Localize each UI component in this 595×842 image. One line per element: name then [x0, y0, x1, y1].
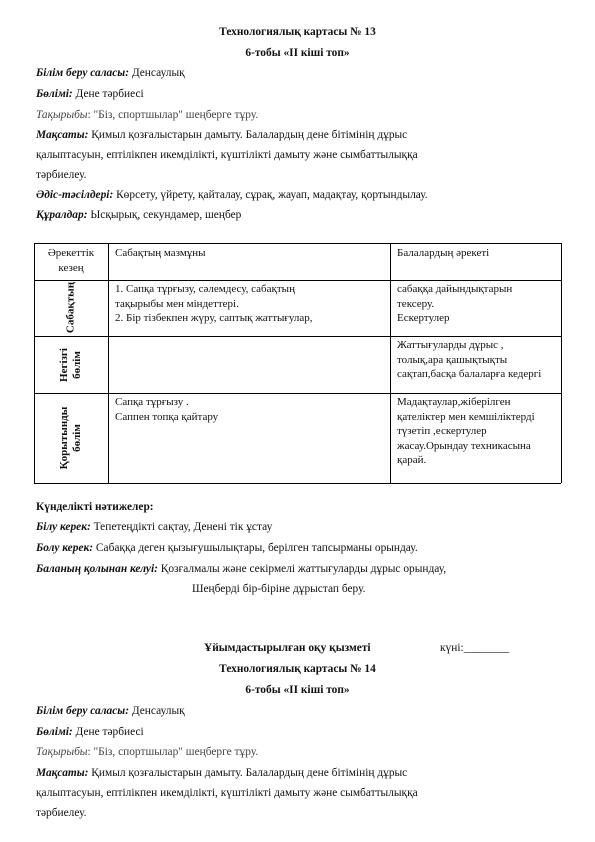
row3-stage-line1: Қорытынды	[58, 406, 70, 470]
card14-field-value: Денсаулық	[129, 705, 185, 717]
card13-goal-text-3: тәрбиелеу.	[36, 169, 87, 181]
row3-children-line3: түзетіп ,ескертулер	[397, 425, 487, 437]
lesson-table	[34, 243, 561, 483]
card13-methods-line	[36, 188, 428, 202]
card13-section-line	[36, 87, 144, 101]
card14-section-label: Бөлімі:	[36, 726, 73, 738]
card14-goal-text-2: қалыптасуын, ептілікпен икемділікті, күштілікті дамыту және сымбаттылыққа	[36, 787, 418, 799]
header-children: Балалардың әрекеті	[397, 247, 490, 259]
header-stage-line2: кезең	[58, 261, 84, 274]
card14-field-line	[36, 704, 185, 718]
results-title: Күнделікті нәтижелер:	[36, 501, 154, 513]
card13-methods-label: Әдіс-тәсілдері:	[36, 189, 114, 201]
card14-goal-text: Қимыл қозғалыстарын дамыту. Балалардың дене бітімінің дұрыс	[88, 767, 408, 779]
card14-field-label: Білім беру саласы:	[36, 705, 129, 717]
card13-field-label: Білім беру саласы:	[36, 67, 129, 79]
card14-title: Технологиялық картасы № 14	[219, 663, 376, 675]
table-border-col2	[390, 243, 391, 483]
row1-children-line2: тексеру.	[397, 297, 435, 310]
row1-children-line1: сабаққа дайындықтарын	[397, 283, 513, 295]
card13-methods-value: Көрсету, үйрету, қайталау, сұрақ, жауап, мадақтау, қортындылау.	[113, 189, 428, 201]
row3-children-line4: жасау.Орындау техникасына	[397, 439, 531, 452]
card13-field-value: Денсаулық	[129, 67, 185, 79]
row1-children-line3: Ескертулер	[397, 312, 450, 324]
row1-content	[115, 282, 313, 326]
row1-stage: Сабақтың	[64, 281, 77, 334]
card13-goal-text-2: қалыптасуын, ептілікпен икемділікті, күштілікті дамыту және сымбаттылыққа	[36, 149, 418, 161]
card13-topic-value: : "Біз, спортшылар" шеңберге тұру.	[87, 109, 259, 121]
card13-group: 6-тобы «ІІ кіші топ»	[245, 47, 350, 59]
results-can-value-2: Шеңберді бір-біріне дұрыстап беру.	[192, 583, 366, 595]
results-be-label: Болу керек:	[36, 542, 94, 554]
card13-field-line	[36, 66, 185, 80]
results-can-value: Қозғалмалы және секірмелі жаттығуларды дұрыс орындау,	[157, 563, 447, 575]
results-know-line	[36, 520, 272, 534]
row2-children-line1: Жаттығуларды дұрыс ,	[397, 339, 504, 351]
row2-children-line2: толық,ара қашықтықты	[397, 353, 508, 366]
table-border-bottom	[34, 483, 561, 484]
row1-children	[397, 282, 512, 326]
card13-section-value: Дене тәрбиесі	[72, 88, 144, 100]
table-border-right	[561, 243, 562, 483]
row2-children	[397, 338, 541, 382]
row2-stage-line2: бөлім	[71, 351, 83, 379]
row3-content-line1: Сапқа тұрғызу .	[115, 396, 189, 408]
row1-content-line3: 2. Бір тізбекпен жүру, саптық жаттығулар,	[115, 312, 313, 324]
card13-topic-line	[36, 108, 258, 122]
results-be-line	[36, 541, 418, 555]
header-stage-line1: Әрекеттік	[47, 247, 95, 259]
card14-goal-label: Мақсаты:	[36, 767, 89, 779]
row3-children-line1: Мадақтаулар,жіберілген	[397, 396, 511, 408]
table-border-col1	[108, 243, 109, 483]
card14-goal-text-3: тәрбиелеу.	[36, 807, 87, 819]
card13-goal-line	[36, 128, 407, 142]
card14-org-title: Ұйымдастырылған оқу қызметі	[204, 642, 371, 654]
row3-stage	[58, 393, 84, 483]
card13-tools-value: Ысқырық, секундамер, шеңбер	[87, 209, 242, 221]
card14-section-value: Дене тәрбиесі	[72, 726, 144, 738]
card13-goal-label: Мақсаты:	[36, 129, 89, 141]
card13-section-label: Бөлімі:	[36, 88, 73, 100]
card14-date-label: күні:________	[440, 642, 510, 654]
results-can-label: Баланың қолынан келуі:	[36, 563, 158, 575]
row3-content-line2: Саппен топқа қайтару	[115, 410, 219, 423]
card14-topic-line	[36, 745, 258, 759]
results-can-line	[36, 562, 446, 576]
table-border-header	[34, 280, 561, 281]
table-border-left	[34, 243, 35, 483]
row2-children-line3: сақтап,басқа балаларға кедергі	[397, 368, 542, 380]
row3-stage-line2: бөлім	[71, 424, 83, 452]
card14-goal-line	[36, 766, 407, 780]
table-border-top	[34, 243, 561, 244]
row3-content	[115, 395, 218, 424]
card14-group: 6-тобы «ІІ кіші топ»	[245, 684, 350, 696]
card13-title: Технологиялық картасы № 13	[219, 26, 376, 38]
row2-stage-line1: Негізгі	[58, 348, 70, 382]
card14-topic-value: : "Біз, спортшылар" шеңберге тұру.	[87, 746, 259, 758]
results-know-value: Тепетеңдікті сақтау, Денені тік ұстау	[90, 521, 273, 533]
row3-children-line2: қателіктер мен кемшіліктерді	[397, 410, 535, 423]
table-border-row1	[34, 336, 561, 337]
results-be-value: Сабаққа деген қызығушылықтары, берілген тапсырманы орындау.	[93, 542, 418, 554]
card13-goal-text: Қимыл қозғалыстарын дамыту. Балалардың дене бітімінің дұрыс	[88, 129, 408, 141]
table-border-row2	[34, 393, 561, 394]
row1-content-line2: тақырыбы мен міндеттері.	[115, 297, 239, 310]
card14-section-line	[36, 725, 144, 739]
header-content: Сабақтың мазмұны	[115, 247, 206, 259]
row1-content-line1: 1. Сапқа тұрғызу, сәлемдесу, сабақтың	[115, 283, 295, 295]
card13-tools-line	[36, 208, 241, 222]
card13-topic-label: Тақырыбы	[36, 109, 88, 121]
row3-children	[397, 395, 535, 468]
card14-topic-label: Тақырыбы	[36, 746, 88, 758]
row3-children-line5: қарай.	[397, 454, 427, 466]
card13-tools-label: Құралдар:	[36, 209, 88, 221]
results-know-label: Білу керек:	[36, 521, 91, 533]
